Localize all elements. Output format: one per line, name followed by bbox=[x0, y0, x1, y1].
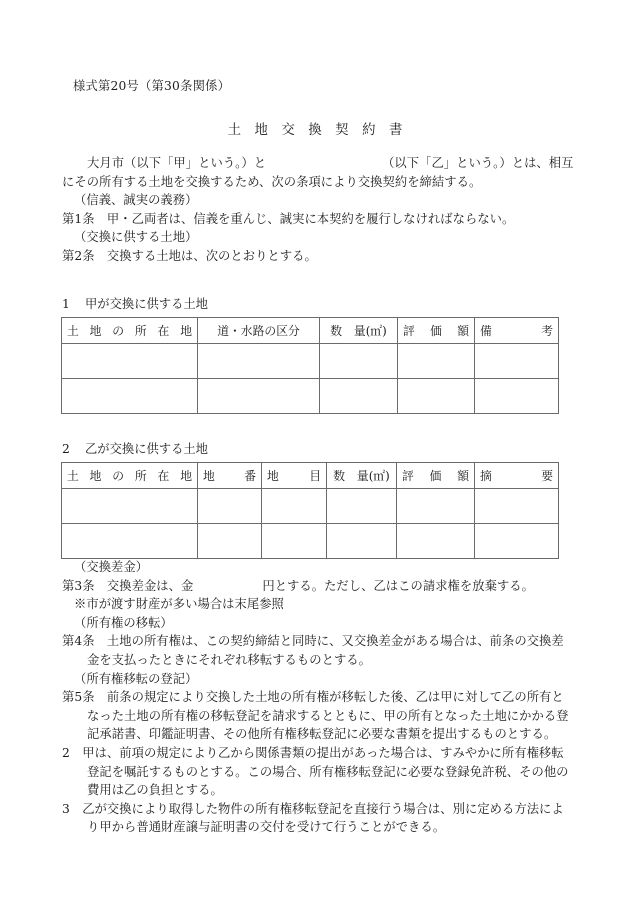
cell-location[interactable] bbox=[62, 489, 198, 524]
cell-summary[interactable] bbox=[475, 489, 559, 524]
document-title: 土地交換契約書 bbox=[227, 123, 416, 138]
cell-lot-number[interactable] bbox=[198, 524, 262, 559]
cell-lot-number[interactable] bbox=[198, 489, 262, 524]
th-land-category: 地目 bbox=[262, 463, 327, 489]
article-1-text: 第1条 甲・乙両者は、信義を重んじ、誠実に本契約を履行しなければならない。 bbox=[62, 211, 515, 226]
cell-road-waterway-class[interactable] bbox=[198, 379, 320, 414]
cell-valuation[interactable] bbox=[398, 379, 475, 414]
article-5-item-2-line-1: 2 甲は、前項の規定により乙から関係書類の提出があった場合は、すみやかに所有権移転 bbox=[62, 745, 564, 760]
section-2-title: 乙が交換に供する土地 bbox=[85, 442, 208, 456]
table-row bbox=[62, 489, 559, 524]
cell-location[interactable] bbox=[62, 379, 198, 414]
th-valuation: 評価額 bbox=[397, 463, 475, 489]
preamble-party-otsu: （以下「乙」という。）とは、相互 bbox=[382, 156, 574, 170]
table-ko-lands bbox=[61, 317, 559, 414]
article-1-heading: （信義、誠実の義務） bbox=[74, 193, 198, 208]
preamble-party-ko: 大月市（以下「甲」という。）と bbox=[87, 156, 267, 170]
table-header-row bbox=[62, 463, 559, 489]
cell-valuation[interactable] bbox=[397, 524, 475, 559]
th-quantity: 数 量(㎡) bbox=[327, 463, 397, 489]
cell-land-category[interactable] bbox=[262, 489, 327, 524]
th-lot-number: 地番 bbox=[198, 463, 262, 489]
cell-valuation[interactable] bbox=[398, 344, 475, 379]
article-4-heading: （所有権の移転） bbox=[74, 615, 173, 630]
article-4-line-2: 金を支払ったときにそれぞれ移転するものとする。 bbox=[87, 652, 371, 667]
th-remarks: 備考 bbox=[475, 318, 559, 344]
section-2-number: 2 bbox=[62, 442, 70, 456]
cell-summary[interactable] bbox=[475, 524, 559, 559]
lower-articles bbox=[62, 558, 568, 837]
article-4-line-1: 第4条 土地の所有権は、この契約締結と同時に、又交換差金がある場合は、前条の交換差 bbox=[62, 634, 564, 649]
table-row bbox=[62, 524, 559, 559]
cell-location[interactable] bbox=[62, 344, 198, 379]
table-otsu-lands bbox=[61, 462, 559, 559]
article-3-text-a: 第3条 交換差金は、金 bbox=[62, 578, 194, 593]
article-2-text: 第2条 交換する土地は、次のとおりとする。 bbox=[62, 248, 317, 263]
cell-land-category[interactable] bbox=[262, 524, 327, 559]
article-3-note: ※市が渡す財産が多い場合は末尾参照 bbox=[74, 597, 284, 612]
cell-road-waterway-class[interactable] bbox=[198, 344, 320, 379]
article-5-line-2: なった土地の所有権の移転登記を請求するとともに、甲の所有となった土地にかかる登 bbox=[87, 708, 569, 723]
cell-valuation[interactable] bbox=[397, 489, 475, 524]
th-road-waterway-class: 道・水路の区分 bbox=[198, 318, 320, 344]
article-3-heading: （交換差金） bbox=[74, 560, 149, 574]
preamble-line-2: にその所有する土地を交換するため、次の条項により交換契約を締結する。 bbox=[62, 174, 482, 189]
th-summary: 摘要 bbox=[475, 463, 559, 489]
th-location: 土地の所在地 bbox=[62, 318, 198, 344]
cell-remarks[interactable] bbox=[475, 379, 559, 414]
article-5-item-2-line-2: 登記を嘱託するものとする。この場合、所有権移転登記に必要な登録免許税、その他の bbox=[87, 764, 569, 779]
cell-quantity[interactable] bbox=[320, 344, 398, 379]
form-number: 様式第20号（第30条関係） bbox=[73, 79, 231, 93]
article-5-line-3: 記承諾書、印鑑証明書、その他所有権移転登記に必要な書類を提出するものとする。 bbox=[87, 727, 557, 742]
cell-quantity[interactable] bbox=[327, 524, 397, 559]
cell-remarks[interactable] bbox=[475, 344, 559, 379]
article-5-heading: （所有権移転の登記） bbox=[74, 671, 198, 686]
preamble-and-articles bbox=[62, 154, 574, 266]
th-location: 土地の所在地 bbox=[62, 463, 198, 489]
table-header-row bbox=[62, 318, 559, 344]
cell-quantity[interactable] bbox=[327, 489, 397, 524]
th-valuation: 評価額 bbox=[398, 318, 475, 344]
article-2-heading: （交換に供する土地） bbox=[74, 230, 198, 245]
section-1-title: 甲が交換に供する土地 bbox=[85, 297, 208, 311]
article-3-text bbox=[62, 577, 568, 596]
cell-quantity[interactable] bbox=[320, 379, 398, 414]
section-2-label bbox=[62, 439, 208, 457]
section-1-label bbox=[62, 294, 208, 312]
article-5-item-3-line-2: り甲から普通財産譲与証明書の交付を受けて行うことができる。 bbox=[87, 820, 446, 835]
article-3-text-b: 円とする。ただし、乙はこの請求権を放棄する。 bbox=[262, 578, 534, 593]
preamble-line-1 bbox=[62, 154, 574, 173]
cell-location[interactable] bbox=[62, 524, 198, 559]
section-1-number: 1 bbox=[62, 297, 70, 311]
article-5-item-2-line-3: 費用は乙の負担とする。 bbox=[87, 783, 223, 798]
table-row bbox=[62, 344, 559, 379]
th-quantity: 数 量(㎡) bbox=[320, 318, 398, 344]
article-5-item-3-line-1: 3 乙が交換により取得した物件の所有権移転登記を直接行う場合は、別に定める方法によ bbox=[62, 801, 564, 816]
table-row bbox=[62, 379, 559, 414]
article-5-line-1: 第5条 前条の規定により交換した土地の所有権が移転した後、乙は甲に対して乙の所有と bbox=[62, 690, 564, 705]
